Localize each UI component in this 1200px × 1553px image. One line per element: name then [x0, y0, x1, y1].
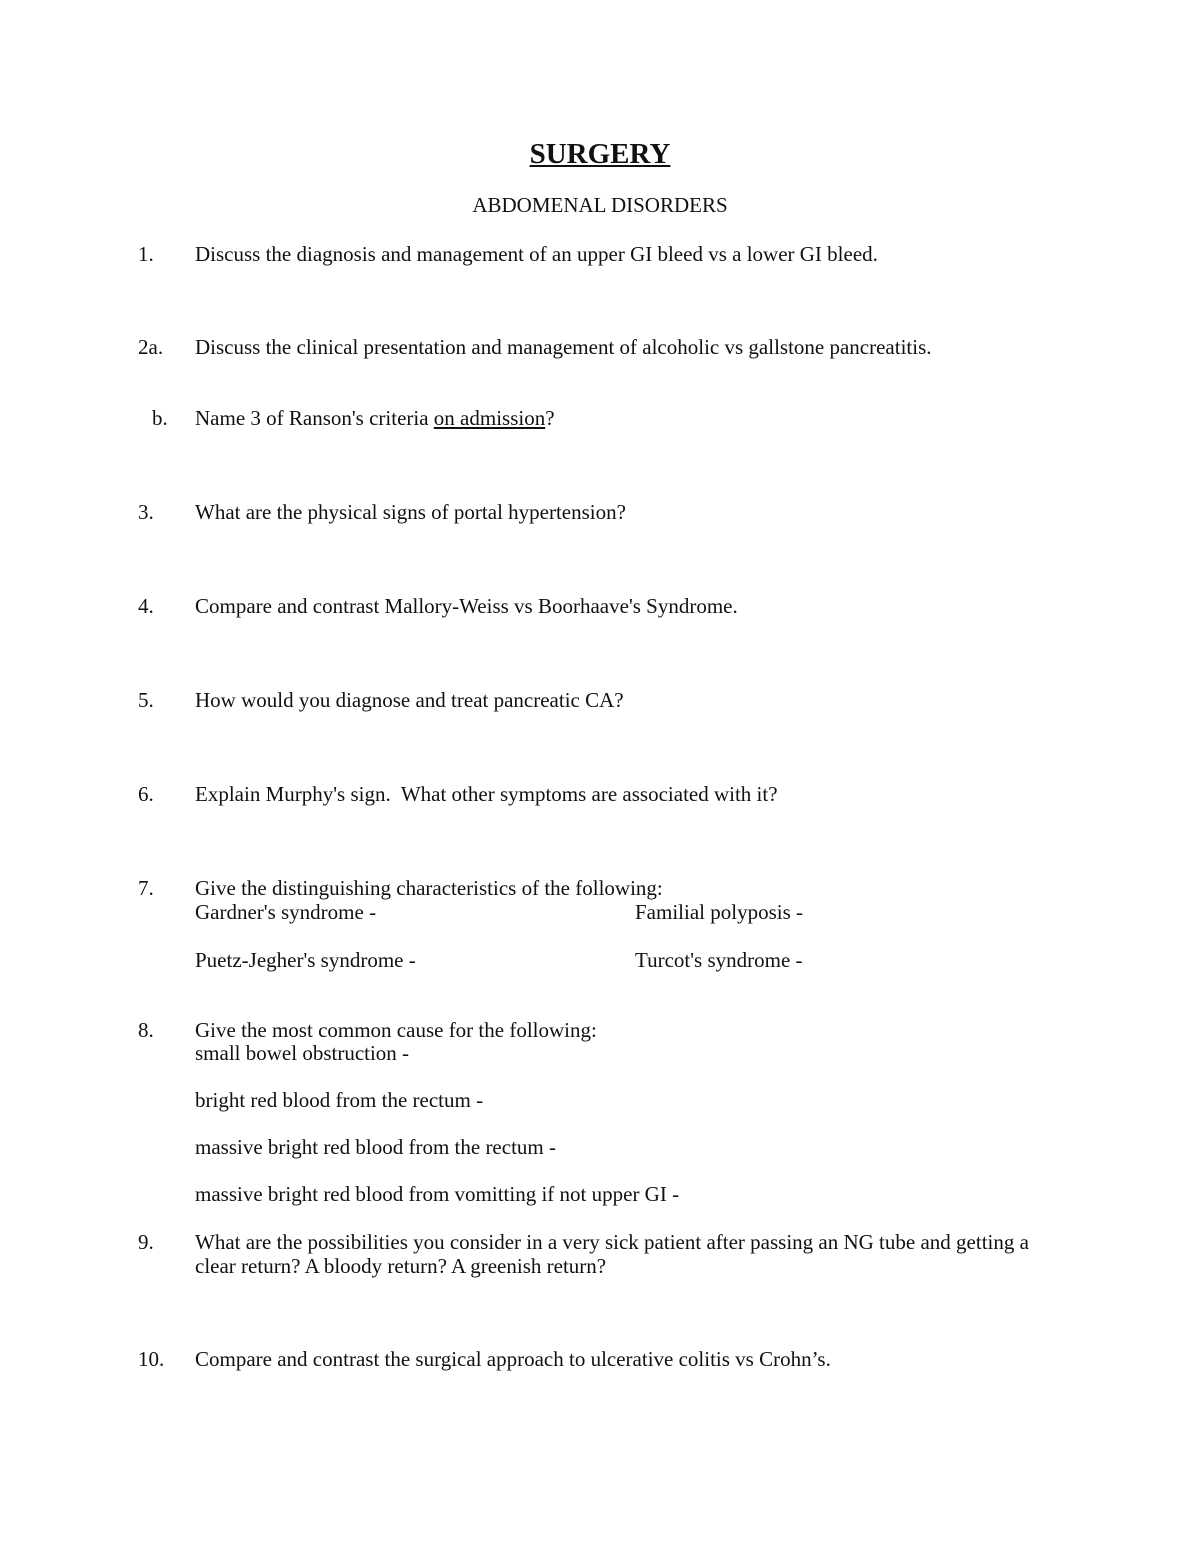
sub-item: Turcot's syndrome - — [635, 948, 803, 972]
sub-item: Familial polyposis - — [635, 900, 803, 924]
page-subtitle: ABDOMENAL DISORDERS — [472, 193, 728, 217]
question-number: 8. — [138, 1018, 154, 1042]
page-title: SURGERY — [529, 138, 671, 170]
question-text: How would you diagnose and treat pancreatic CA? — [195, 688, 624, 712]
question-number: 6. — [138, 782, 154, 806]
question-number: 9. — [138, 1230, 154, 1254]
question-number: 2a. — [138, 335, 164, 359]
sub-item: massive bright red blood from vomitting if not upper GI - — [195, 1182, 680, 1206]
question-text: Compare and contrast Mallory-Weiss vs Boorhaave's Syndrome. — [195, 594, 738, 618]
question-text: Compare and contrast the surgical approach to ulcerative colitis vs Crohn’s. — [195, 1347, 831, 1371]
sub-item: massive bright red blood from the rectum - — [195, 1135, 556, 1159]
question-text: Give the most common cause for the following: — [195, 1018, 597, 1042]
question-text: Discuss the clinical presentation and management of alcoholic vs gallstone pancreatitis. — [195, 335, 932, 359]
sub-item: small bowel obstruction - — [195, 1041, 410, 1065]
underlined-phrase: on admission — [433, 406, 546, 430]
question-text: Explain Murphy's sign. What other symptoms are associated with it? — [195, 782, 778, 806]
sub-item: Gardner's syndrome - — [195, 900, 377, 924]
question-number: 1. — [138, 242, 154, 266]
question-text: What are the possibilities you consider in a very sick patient after passing an NG tube and getting a clear return? A bloody return? A greenish return? — [195, 1230, 1029, 1278]
sub-item: Puetz-Jegher's syndrome - — [195, 948, 416, 972]
question-text: Discuss the diagnosis and management of an upper GI bleed vs a lower GI bleed. — [195, 242, 878, 266]
question-number: 7. — [138, 876, 154, 900]
question-number: 5. — [138, 688, 154, 712]
sub-item: bright red blood from the rectum - — [195, 1088, 484, 1112]
question-number: b. — [152, 406, 168, 430]
question-number: 10. — [138, 1347, 165, 1371]
question-number: 3. — [138, 500, 154, 524]
question-text: Give the distinguishing characteristics of the following: — [195, 876, 663, 900]
question-text — [195, 408, 555, 429]
question-text-part: Name 3 of Ranson's criteria — [195, 406, 434, 430]
question-number: 4. — [138, 594, 154, 618]
question-text: What are the physical signs of portal hypertension? — [195, 500, 626, 524]
question-text-part: ? — [545, 406, 555, 430]
